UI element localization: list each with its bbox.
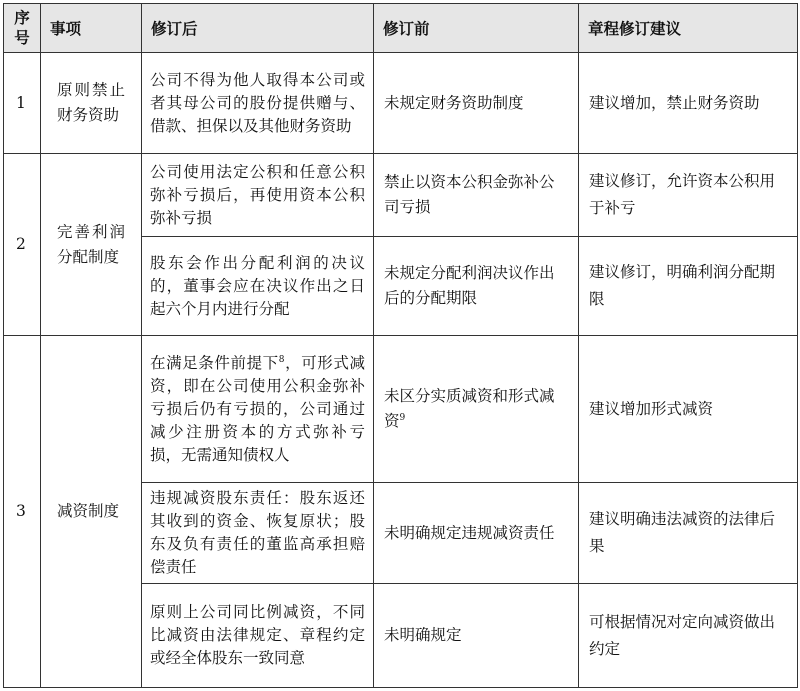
header-suggestion: 章程修订建议 (579, 4, 798, 53)
cell-after-text: ，可形式减资，即在公司使用公积金弥补亏损后仍有亏损的，公司通过减少注册资本的方式弥补亏损，无需通知债权人 (150, 353, 365, 464)
row-item: 减资制度 (41, 336, 142, 688)
footnote-ref[interactable]: 8 (278, 354, 285, 365)
cell-after: 原则上公司同比例减资，不同比减资由法律规定、章程约定或经全体股东一致同意 (142, 584, 374, 688)
table-row (4, 53, 798, 154)
cell-before-text: 未区分实质减资和形式减资 (384, 387, 555, 430)
header-row (4, 4, 798, 53)
header-seq: 序号 (4, 4, 41, 53)
cell-before: 未规定财务资助制度 (374, 53, 579, 154)
cell-after: 公司不得为他人取得本公司或者其母公司的股份提供赠与、借款、担保以及其他财务资助 (142, 53, 374, 154)
cell-before (374, 336, 579, 483)
header-before: 修订前 (374, 4, 579, 53)
amendment-table (3, 3, 798, 688)
cell-suggestion: 建议修订，明确利润分配期限 (579, 237, 798, 336)
row-seq: 1 (4, 53, 41, 154)
table-row (4, 154, 798, 237)
row-seq: 3 (4, 336, 41, 688)
footnote-ref[interactable]: 9 (399, 412, 406, 423)
cell-after: 股东会作出分配利润的决议的，董事会应在决议作出之日起六个月内进行分配 (142, 237, 374, 336)
row-item: 完善利润分配制度 (41, 154, 142, 336)
cell-suggestion: 建议修订，允许资本公积用于补亏 (579, 154, 798, 237)
cell-before: 未规定分配利润决议作出后的分配期限 (374, 237, 579, 336)
cell-before: 禁止以资本公积金弥补公司亏损 (374, 154, 579, 237)
cell-suggestion: 建议明确违法减资的法律后果 (579, 483, 798, 584)
cell-suggestion: 建议增加，禁止财务资助 (579, 53, 798, 154)
cell-before: 未明确规定 (374, 584, 579, 688)
cell-after: 违规减资股东责任：股东返还其收到的资金、恢复原状；股东及负有责任的董监高承担赔偿责任 (142, 483, 374, 584)
table-row (4, 336, 798, 483)
cell-suggestion: 可根据情况对定向减资做出约定 (579, 584, 798, 688)
cell-after (142, 336, 374, 483)
cell-after: 公司使用法定公积和任意公积弥补亏损后，再使用资本公积弥补亏损 (142, 154, 374, 237)
cell-before: 未明确规定违规减资责任 (374, 483, 579, 584)
cell-after-text: 在满足条件前提下 (150, 353, 279, 372)
row-seq: 2 (4, 154, 41, 336)
cell-suggestion: 建议增加形式减资 (579, 336, 798, 483)
row-item: 原则禁止财务资助 (41, 53, 142, 154)
header-item: 事项 (41, 4, 142, 53)
header-after: 修订后 (142, 4, 374, 53)
